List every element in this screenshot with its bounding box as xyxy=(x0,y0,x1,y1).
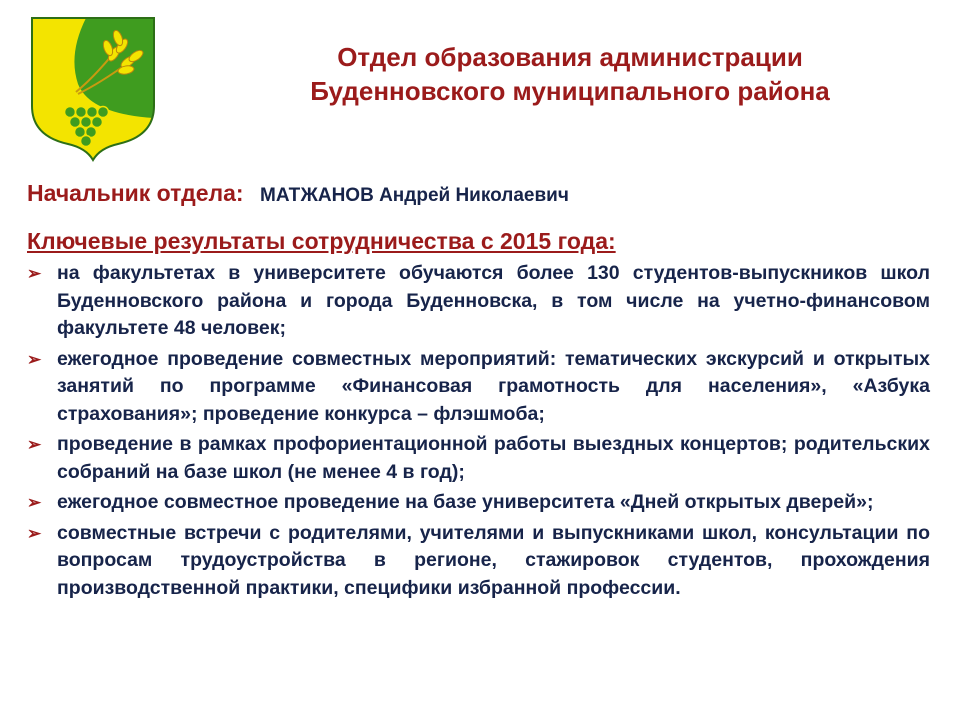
list-item xyxy=(27,489,930,517)
page-title-line-1: Отдел образования администрации xyxy=(337,42,803,72)
department-head-name: МАТЖАНОВ Андрей Николаевич xyxy=(260,185,569,206)
results-heading: Ключевые результаты сотрудничества с 2015 года: xyxy=(27,228,616,254)
list-item-text: на факультетах в университете обучаются более 130 студентов-выпускников школ Буденновского района и города Буденновска, в том числе на учетно-финансовом факультете 48 человек; xyxy=(57,262,930,339)
list-item-text: проведение в рамках профориентационной работы выездных концертов; родительских собраний на базе школ (не менее 4 в год); xyxy=(57,433,930,483)
page-title-line-2: Буденновского муниципального района xyxy=(310,76,830,106)
list-item-text: ежегодное совместное проведение на базе университета «Дней открытых дверей»; xyxy=(57,491,874,513)
arrow-bullet-icon: ➢ xyxy=(27,493,42,512)
list-item xyxy=(27,520,930,603)
list-item-text: ежегодное проведение совместных мероприятий: тематических экскурсий и открытых занятий по программе «Финансовая грамотность для населения», «Азбука страхования»; проведение конкурса – флэшмоба; xyxy=(57,347,930,425)
arrow-bullet-icon: ➢ xyxy=(27,349,42,369)
arrow-bullet-icon: ➢ xyxy=(27,523,42,543)
results-list xyxy=(27,260,930,605)
arrow-bullet-icon: ➢ xyxy=(27,435,42,454)
list-item xyxy=(27,260,930,343)
list-item xyxy=(27,431,930,486)
department-head-label: Начальник отдела: xyxy=(27,180,244,206)
department-head xyxy=(27,180,569,207)
arrow-bullet-icon: ➢ xyxy=(27,264,42,283)
coat-of-arms-emblem xyxy=(28,14,158,162)
list-item xyxy=(27,346,930,429)
list-item-text: совместные встречи с родителями, учителями и выпускниками школ, консультации по вопросам трудоустройства в регионе, стажировок студентов, прохождения производственной практики, специфики избранной профессии. xyxy=(57,521,930,599)
page-title xyxy=(210,40,930,108)
